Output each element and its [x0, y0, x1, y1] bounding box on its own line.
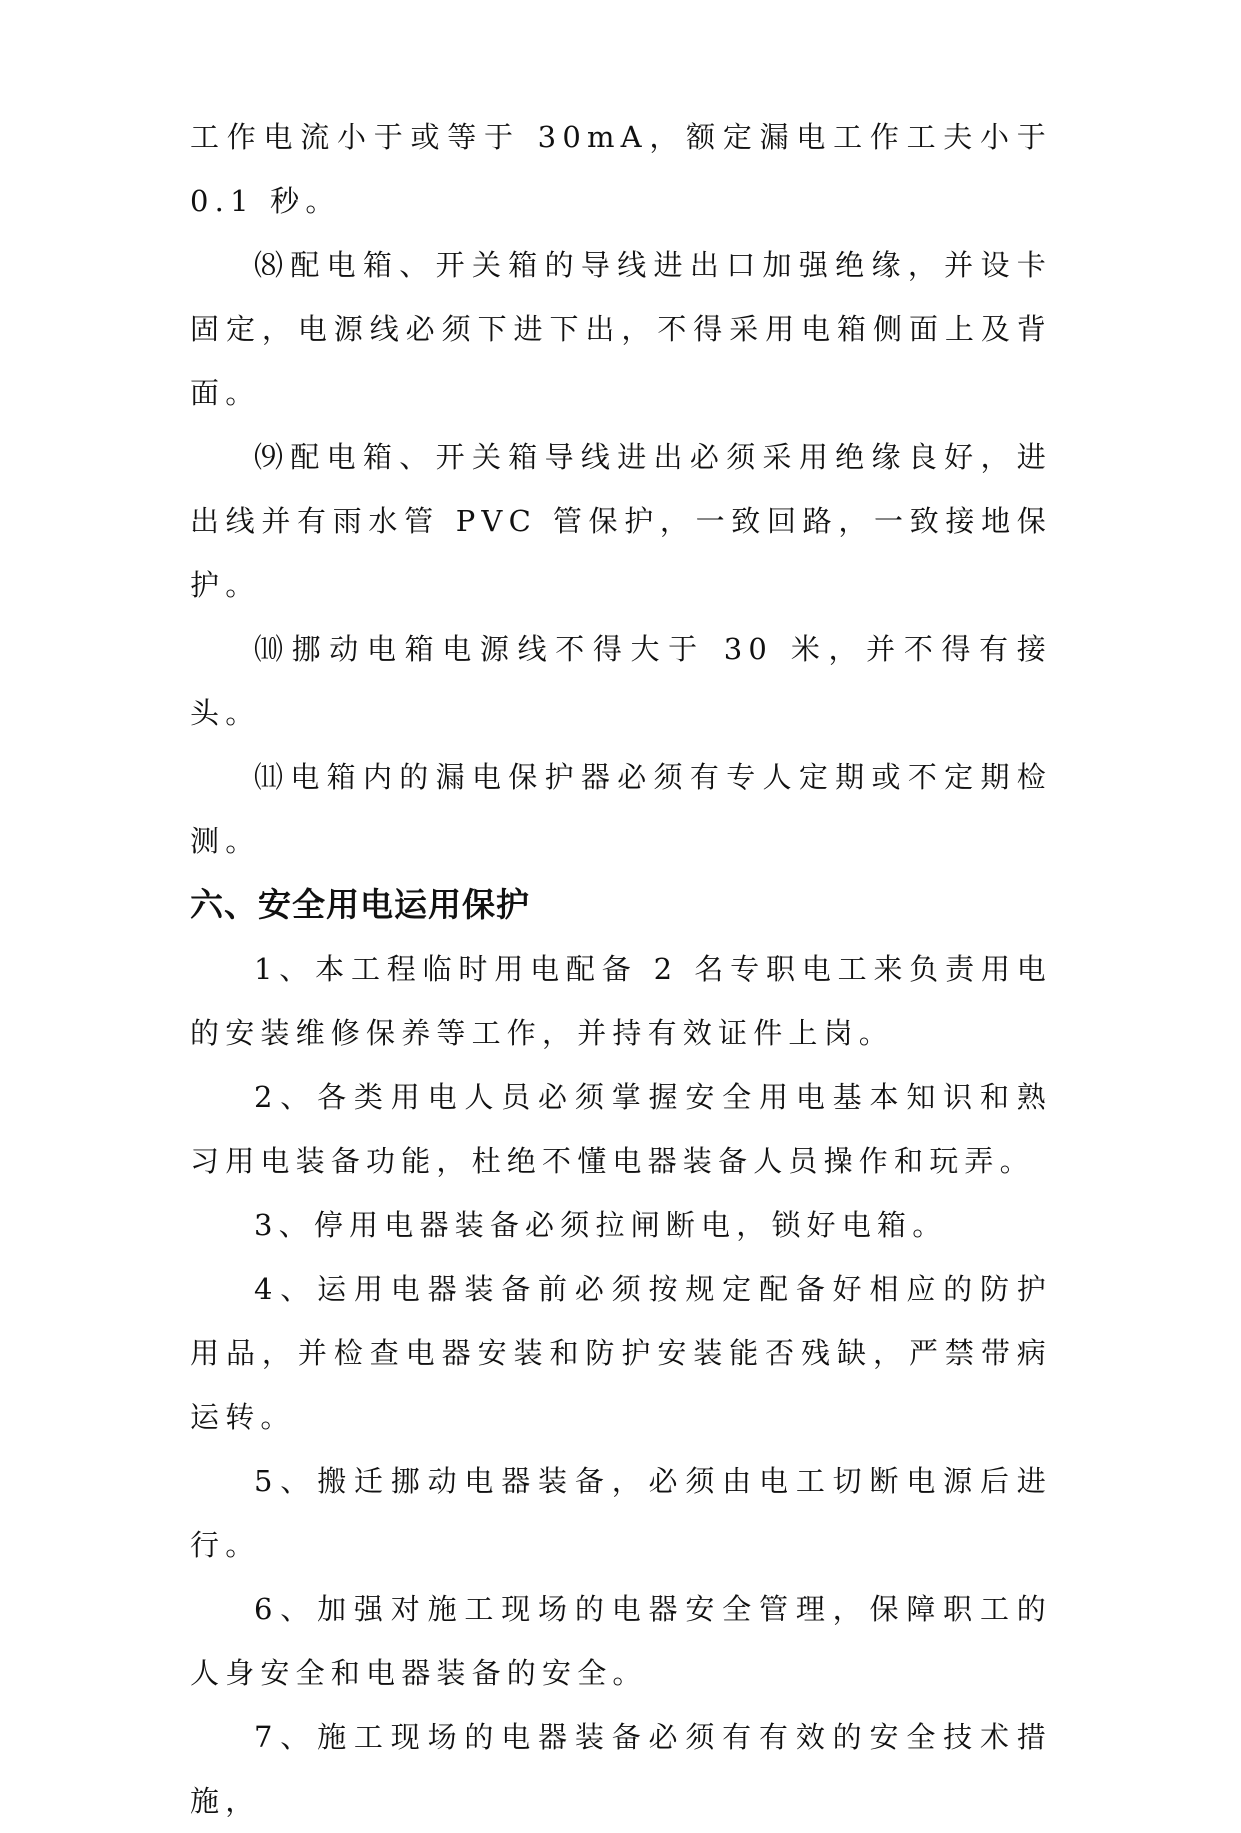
- section-item-7: 7、施工现场的电器装备必须有有效的安全技术措施，: [190, 1720, 1052, 1818]
- paragraph-item-10: ⑽挪动电箱电源线不得大于 30 米，并不得有接头。: [190, 632, 1052, 730]
- section-item-2: 2、各类用电人员必须掌握安全用电基本知识和熟习用电装备功能，杜绝不懂电器装备人员操作和玩弄。: [190, 1080, 1052, 1178]
- section-item-5: 5、搬迁挪动电器装备，必须由电工切断电源后进行。: [190, 1464, 1052, 1562]
- paragraph-continuation: 工作电流小于或等于 30mA，额定漏电工作工夫小于 0.1 秒。: [190, 120, 1052, 218]
- paragraph-item-8: ⑻配电箱、开关箱的导线进出口加强绝缘，并设卡固定，电源线必须下进下出，不得采用电箱侧面上及背面。: [190, 248, 1052, 410]
- section-item-1: 1、本工程临时用电配备 2 名专职电工来负责用电的安装维修保养等工作，并持有效证件上岗。: [190, 952, 1052, 1050]
- section-heading: 六、安全用电运用保护: [190, 885, 530, 924]
- section-item-6: 6、加强对施工现场的电器安全管理，保障职工的人身安全和电器装备的安全。: [190, 1592, 1052, 1690]
- paragraph-item-9: ⑼配电箱、开关箱导线进出必须采用绝缘良好，进出线并有雨水管 PVC 管保护，一致回路，一致接地保护。: [190, 440, 1052, 602]
- section-item-4: 4、运用电器装备前必须按规定配备好相应的防护用品，并检查电器安装和防护安装能否残缺，严禁带病运转。: [190, 1272, 1052, 1434]
- paragraph-item-11: ⑾电箱内的漏电保护器必须有专人定期或不定期检测。: [190, 760, 1052, 858]
- document-page: [190, 105, 1052, 1833]
- section-item-3: 3、停用电器装备必须拉闸断电，锁好电箱。: [254, 1208, 948, 1242]
